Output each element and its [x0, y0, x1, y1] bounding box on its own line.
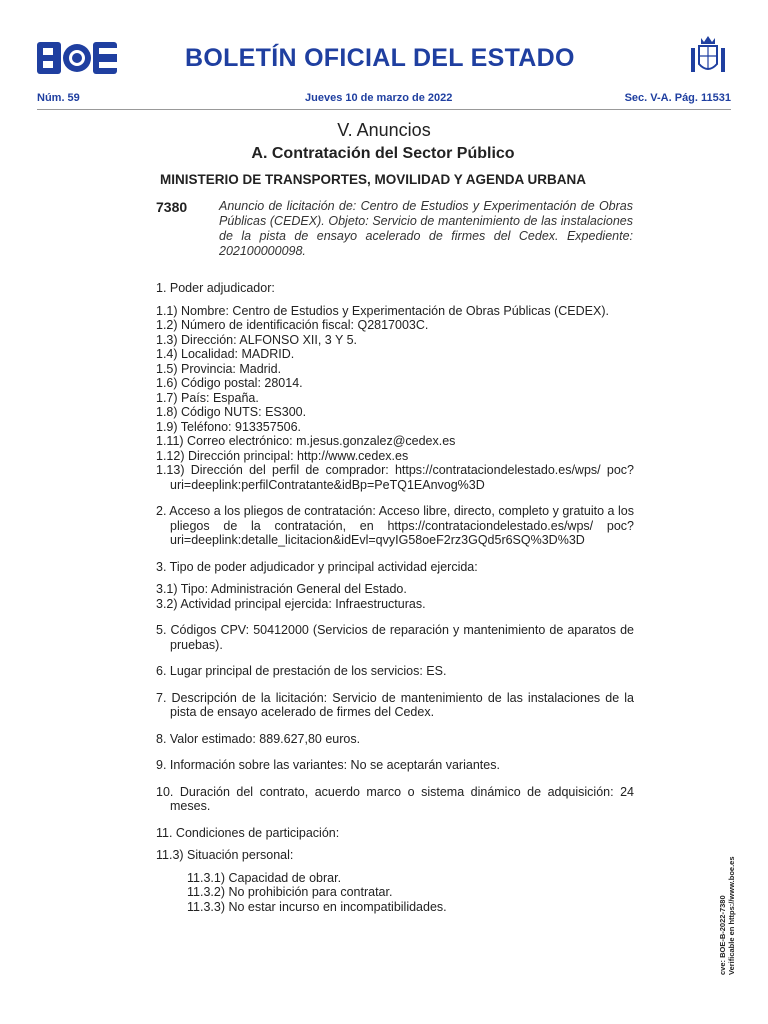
paragraph-5: 5. Códigos CPV: 50412000 (Servicios de reparación y mantenimiento de aparatos de pruebas). — [156, 623, 634, 652]
list-item: 1.8) Código NUTS: ES300. — [156, 405, 307, 419]
announcement-number: 7380 — [156, 199, 188, 215]
list-item: 11.3.2) No prohibición para contratar. — [187, 885, 393, 899]
list-item: 11.3.3) No estar incurso en incompatibilidades. — [187, 899, 447, 914]
paragraph-9: 9. Información sobre las variantes: No se aceptarán variantes. — [156, 758, 500, 772]
list-item: 1.2) Número de identificación fiscal: Q2817003C. — [156, 318, 429, 332]
list-item: 1.13) Dirección del perfil de comprador: https://contrataciondelestado.es/wps/ poc?uri=deeplink:perfilContratante&idBp=PeTQ1EAnvog%3D — [156, 463, 634, 492]
cve-code: cve: BOE-B-2022-7380 — [718, 895, 727, 975]
issue-number: Núm. 59 — [37, 92, 80, 104]
section-heading: V. Anuncios — [337, 120, 431, 140]
list-item: 11.3.1) Capacidad de obrar. — [187, 870, 342, 885]
list-item: 1.4) Localidad: MADRID. — [156, 347, 295, 361]
list-item: 1.1) Nombre: Centro de Estudios y Experimentación de Obras Públicas (CEDEX). — [156, 303, 609, 318]
list-item: 1.5) Provincia: Madrid. — [156, 361, 282, 376]
subsection-heading: A. Contratación del Sector Público — [251, 145, 515, 162]
paragraph-3: 3. Tipo de poder adjudicador y principal actividad ejercida: — [156, 559, 478, 574]
list-item: 1.9) Teléfono: 913357506. — [156, 419, 302, 434]
verify-url[interactable]: Verificable en https://www.boe.es — [727, 856, 736, 975]
list-tipo-poder — [156, 582, 634, 611]
list-poder-adjudicador — [156, 304, 634, 493]
paragraph-2: 2. Acceso a los pliegos de contratación: Acceso libre, directo, completo y gratuito a los pliegos de la contratación, en https://contrataciondelestado.es/wps/ poc?uri=deeplink:detalle_licitacion&idEvl=qvyIG58oeF2rz3GQd5r6SQ%3D%3D — [156, 504, 634, 547]
list-item: 1.12) Dirección principal: http://www.cedex.es — [156, 448, 409, 463]
paragraph-8: 8. Valor estimado: 889.627,80 euros. — [156, 731, 361, 746]
list-item: 1.3) Dirección: ALFONSO XII, 3 Y 5. — [156, 332, 358, 347]
verification-note — [718, 855, 736, 975]
paragraph-10: 10. Duración del contrato, acuerdo marco o sistema dinámico de adquisición: 24 meses. — [156, 784, 634, 813]
paragraph-7: 7. Descripción de la licitación: Servicio de mantenimiento de las instalaciones de la pista de ensayo acelerado de firmes del Cedex. — [156, 690, 634, 719]
list-situacion — [156, 848, 634, 863]
ministry-heading: MINISTERIO DE TRANSPORTES, MOVILIDAD Y AGENDA URBANA — [160, 172, 587, 187]
header-divider — [37, 109, 731, 110]
journal-title: BOLETÍN OFICIAL DEL ESTADO — [185, 44, 575, 72]
page-header — [0, 0, 768, 90]
boe-logo — [37, 42, 117, 74]
list-item: 1.7) País: España. — [156, 390, 259, 405]
list-item: 3.2) Actividad principal ejercida: Infraestructuras. — [156, 596, 426, 611]
paragraph-11: 11. Condiciones de participación: — [156, 825, 340, 840]
section-page: Sec. V-A. Pág. 11531 — [624, 92, 731, 104]
list-subheading: 11.3) Situación personal: — [156, 848, 294, 862]
coat-of-arms-icon — [687, 34, 729, 78]
list-condiciones — [187, 871, 634, 915]
paragraph-6: 6. Lugar principal de prestación de los servicios: ES. — [156, 664, 447, 678]
announcement-abstract: Anuncio de licitación de: Centro de Estudios y Experimentación de Obras Públicas (CEDEX). Objeto: Servicio de mantenimiento de las instalaciones de la pista de ensayo acelerado de firmes del Cedex. Expediente: 202100000098. — [219, 199, 633, 258]
list-item: 1.11) Correo electrónico: m.jesus.gonzalez@cedex.es — [156, 434, 456, 448]
announcement-body — [156, 281, 634, 914]
issue-date: Jueves 10 de marzo de 2022 — [305, 92, 453, 104]
paragraph-1: 1. Poder adjudicador: — [156, 281, 275, 295]
list-item: 1.6) Código postal: 28014. — [156, 376, 303, 390]
list-item: 3.1) Tipo: Administración General del Estado. — [156, 582, 407, 596]
